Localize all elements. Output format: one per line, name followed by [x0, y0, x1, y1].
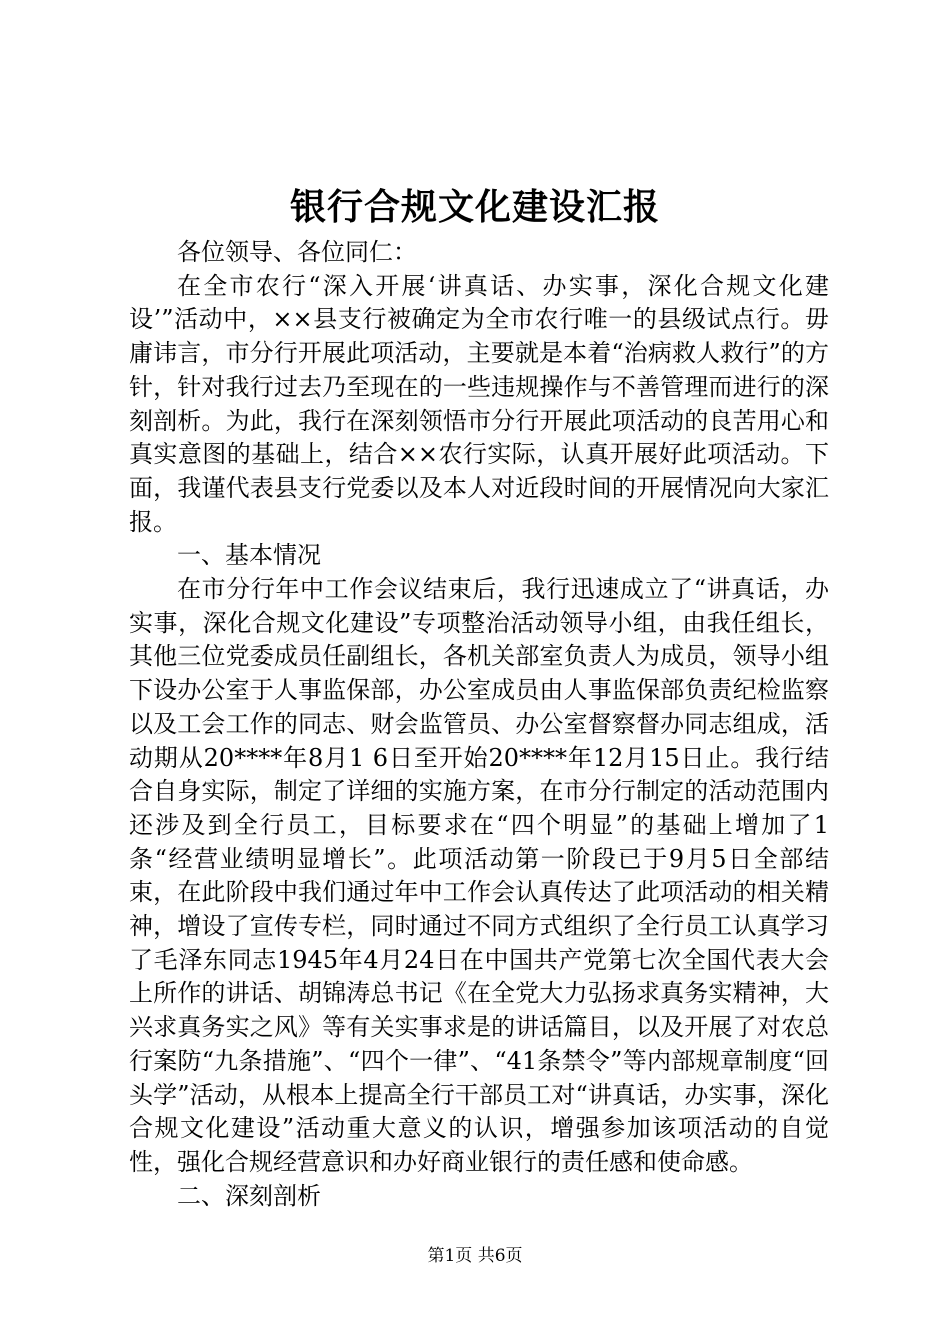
- section-heading-basic: 一、基本情况: [177, 541, 321, 570]
- page-footer: 第1页 共6页: [427, 1246, 523, 1266]
- intro-paragraph: 在全市农行“深入开展‘讲真话、办实事，深化合规文化建设’”活动中，××县支行被确定为全市农行唯一的县级试点行。毋庸讳言，市分行开展此项活动，主要就是本着“治病救人救行”的方针，针对我行过去乃至现在的一些违规操作与不善管理而进行的深刻剖析。为此，我行在深刻领悟市分行开展此项活动的良苦用心和真实意图的基础上，结合××农行实际，认真开展好此项活动。下面，我谨代表县支行党委以及本人对近段时间的开展情况向大家汇报。: [129, 271, 829, 536]
- document-body: [129, 236, 829, 1213]
- salutation: 各位领导、各位同仁：: [177, 238, 417, 266]
- section-heading-analysis: 二、深刻剖析: [177, 1181, 321, 1210]
- document-title: 银行合规文化建设汇报: [289, 186, 660, 228]
- basic-situation-paragraph: 在市分行年中工作会议结束后，我行迅速成立了“讲真话，办实事，深化合规文化建设”专项整治活动领导小组，由我任组长，其他三位党委成员任副组长，各机关部室负责人为成员，领导小组下设办公室于人事监保部，办公室成员由人事监保部负责纪检监察以及工会工作的同志、财会监管员、办公室督察督办同志组成，活动期从20****年8月1 6日至开始20****年12月15日止。我行结合自身实际，制定了详细的实施方案，在市分行制定的活动范围内还涉及到全行员工，目标要求在“四个明显”的基础上增加了1条“经营业绩明显增长”。此项活动第一阶段已于9月5日全部结束，在此阶段中我们通过年中工作会认真传达了此项活动的相关精神，增设了宣传专栏，同时通过不同方式组织了全行员工认真学习了毛泽东同志1945年4月24日在中国共产党第七次全国代表大会上所作的讲话、胡锦涛总书记《在全党大力弘扬求真务实精神，大兴求真务实之风》等有关实事求是的讲话篇目，以及开展了对农总行案防“九条措施”、“四个一律”、“41条禁令”等内部规章制度“回头学”活动，从根本上提高全行干部员工对“讲真话，办实事，深化合规文化建设”活动重大意义的认识，增强参加该项活动的自觉性，强化合规经营意识和办好商业银行的责任感和使命感。: [129, 575, 829, 1176]
